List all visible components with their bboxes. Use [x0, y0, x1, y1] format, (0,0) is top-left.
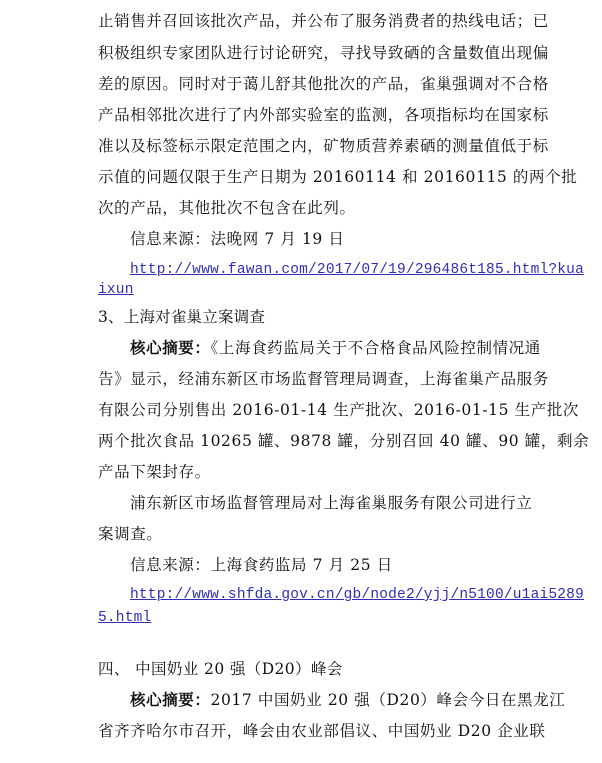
summary-text: 《上海食药监局关于不合格食品风险控制情况通 — [210, 339, 541, 357]
summary-line: 产品下架封存。 — [98, 463, 211, 481]
source-link[interactable]: http://www.shfda.gov.cn/gb/node2/yjj/n5100/u1ai5289 — [130, 587, 584, 603]
summary-text: 2017 中国奶业 20 强（D20）峰会今日在黑龙江 — [210, 691, 566, 709]
summary-line: 告》显示，经浦东新区市场监督管理局调查，上海雀巢产品服务 — [98, 370, 549, 388]
paragraph-line: 次的产品，其他批次不包含在此列。 — [98, 199, 356, 217]
paragraph-line: 产品相邻批次进行了内外部实验室的监测，各项指标均在国家标 — [98, 106, 549, 124]
summary-line: 省齐齐哈尔市召开，峰会由农业部倡议、中国奶业 D20 企业联 — [98, 722, 546, 740]
paragraph-line: 差的原因。同时对于蔼儿舒其他批次的产品，雀巢强调对不合格 — [98, 75, 549, 93]
section-heading: 四、 中国奶业 20 强（D20）峰会 — [98, 660, 343, 678]
section-heading: 3、上海对雀巢立案调查 — [98, 308, 266, 326]
paragraph-line: 止销售并召回该批次产品，并公布了服务消费者的热线电话；已 — [98, 12, 549, 30]
summary-label: 核心摘要： — [130, 338, 211, 357]
summary-line: 有限公司分别售出 2016-01-14 生产批次、2016-01-15 生产批次 — [98, 401, 580, 419]
summary-label: 核心摘要： — [130, 690, 211, 709]
source-link[interactable]: http://www.fawan.com/2017/07/19/296486t185.html?kua — [130, 262, 584, 278]
paragraph-line: 案调查。 — [98, 525, 163, 543]
source-link-continued[interactable]: 5.html — [98, 610, 152, 626]
summary-line: 两个批次食品 10265 罐、9878 罐，分别召回 40 罐、90 罐，剩余 — [98, 432, 590, 450]
paragraph-line: 示值的问题仅限于生产日期为 20160114 和 20160115 的两个批 — [98, 168, 578, 186]
paragraph-line: 浦东新区市场监督管理局对上海雀巢服务有限公司进行立 — [130, 494, 533, 512]
paragraph-line: 准以及标签标示限定范围之内，矿物质营养素硒的测量值低于标 — [98, 137, 549, 155]
paragraph-line: 积极组织专家团队进行讨论研究，寻找导致硒的含量数值出现偏 — [98, 44, 549, 62]
summary-line — [130, 690, 565, 710]
source-link-continued[interactable]: ixun — [98, 282, 134, 298]
summary-line — [130, 338, 541, 358]
source-line: 信息来源：法晚网 7 月 19 日 — [130, 230, 345, 248]
source-line: 信息来源：上海食药监局 7 月 25 日 — [130, 556, 393, 574]
